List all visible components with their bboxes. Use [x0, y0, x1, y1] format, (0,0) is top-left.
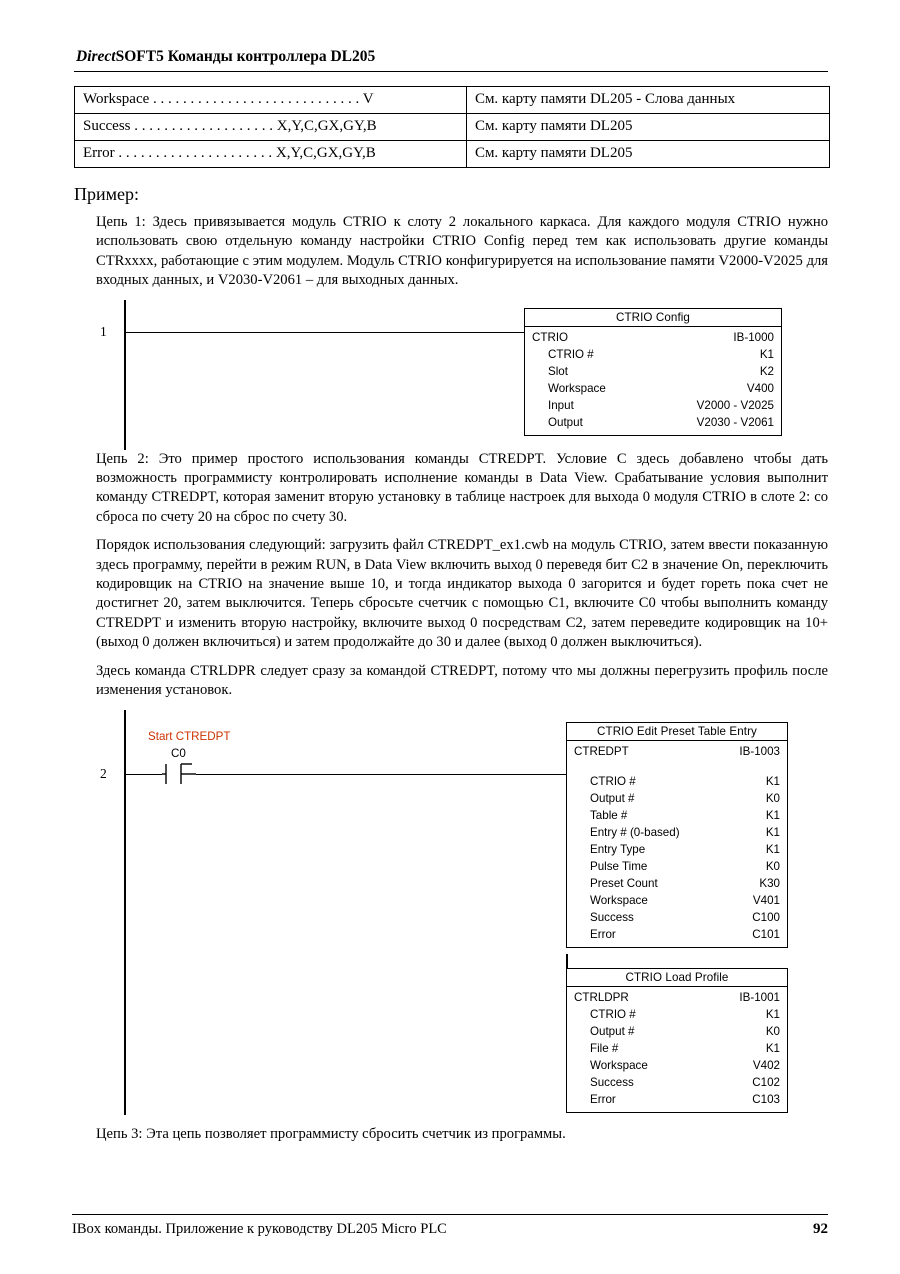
ibox-row — [574, 1091, 780, 1108]
instruction-box-ctredpt[interactable] — [566, 722, 788, 948]
ibox-row-label: Success — [590, 1075, 634, 1089]
example-paragraph-5: Цепь 3: Эта цепь позволяет программисту сбросить счетчик из программы. — [96, 1125, 566, 1142]
header-title-rest: SOFT5 Команды контроллера DL205 — [115, 48, 376, 65]
param-reference: См. карту памяти DL205 — [466, 114, 829, 141]
ibox-row — [532, 397, 774, 414]
ibox-row-label: Output # — [590, 1024, 635, 1038]
parameter-table — [74, 86, 830, 168]
rung-wire — [124, 332, 526, 333]
ibox-row — [532, 363, 774, 380]
ibox-row-value: K2 — [759, 364, 774, 378]
ibox-row — [574, 1074, 780, 1091]
ibox-row-value: K1 — [765, 808, 780, 822]
ibox-row-value: K1 — [765, 1041, 780, 1055]
ibox-row-value: V2000 - V2025 — [696, 398, 774, 412]
ibox-row-label: Entry Type — [590, 842, 646, 856]
param-name: Workspace . . . . . . . . . . . . . . . . . . . . . . . . . . . . V — [75, 87, 467, 114]
ibox-row-value: K30 — [759, 876, 780, 890]
param-name: Success . . . . . . . . . . . . . . . . . . . X,Y,C,GX,GY,B — [75, 114, 467, 141]
ibox-row-value: C102 — [752, 1075, 780, 1089]
ibox-row — [574, 790, 780, 807]
ibox-row-value: C101 — [752, 927, 780, 941]
page-footer — [72, 1214, 828, 1238]
ibox-title: CTRIO Edit Preset Table Entry — [567, 723, 787, 741]
ibox-row-value: IB-1003 — [739, 744, 780, 758]
ibox-row-value: K0 — [765, 791, 780, 805]
ibox-row-label: CTRIO # — [590, 1007, 636, 1021]
table-row — [75, 87, 830, 114]
ibox-row-value: C103 — [752, 1092, 780, 1106]
ibox-row — [574, 824, 780, 841]
ibox-row-value: K1 — [765, 842, 780, 856]
ibox-row-value: K1 — [765, 1007, 780, 1021]
example-paragraph-2: Цепь 2: Это пример простого использования команды CTREDPT. Условие С здесь добавлено чтобы дать возможность программисту контролировать исполнение команды в Data View. Срабатывание условия выполнит команду CTREDPT, которая заменит вторую установку в таблице настроек для выхода 0 модуля CTRIO в слоте 2: со сброса по счету 20 на сброс по счету 30. — [96, 450, 828, 525]
ibox-row-value: C100 — [752, 910, 780, 924]
contact-address: C0 — [171, 746, 186, 760]
param-name: Error . . . . . . . . . . . . . . . . . . . . . X,Y,C,GX,GY,B — [75, 141, 467, 168]
rung-wire-right — [196, 774, 566, 775]
ibox-row — [574, 773, 780, 790]
ibox-row — [574, 1006, 780, 1023]
footer-text: IBox команды. Приложение к руководству DL205 Micro PLC — [72, 1221, 447, 1237]
footer-divider — [72, 1214, 828, 1215]
ibox-row — [574, 989, 780, 1006]
ibox-row-label: Slot — [548, 364, 568, 378]
contact-comment: Start CTREDPT — [148, 729, 231, 743]
ibox-row-value: IB-1001 — [739, 990, 780, 1004]
ibox-row — [574, 858, 780, 875]
ibox-row — [574, 841, 780, 858]
ibox-row-value: V2030 - V2061 — [696, 415, 774, 429]
ibox-row-label: Preset Count — [590, 876, 658, 890]
ibox-row-label: Error — [590, 927, 616, 941]
param-reference: См. карту памяти DL205 - Слова данных — [466, 87, 829, 114]
ibox-row-label: CTREDPT — [574, 744, 629, 758]
ibox-body — [525, 327, 781, 435]
example-paragraph-3: Порядок использования следующий: загрузить файл CTREDPT_ex1.cwb на модуль CTRIO, затем ввести показанную здесь программу, перейти в режим RUN, в Data View включить выход 0 переведя бит С2 в значение On, переключить кодировщик на CTRIO на значение выше 10, и тогда индикатор выхода 0 загорится и будет гореть пока счет не достигнет 20, затем выключится. Теперь сбросьте счетчик с помощью С1, включите С0 чтобы выполнить команду CTREDPT и изменить вторую настройку, включите выход 0 посредствам С2, затем переведите кодировщик на 10+ (выход 0 должен включиться) и затем продолжайте до 30 и далее (выход 0 должен выключиться). — [96, 537, 828, 651]
ibox-row-label: CTRIO # — [590, 774, 636, 788]
ibox-row — [574, 1057, 780, 1074]
ibox-row — [574, 1040, 780, 1057]
ibox-row-label: Workspace — [548, 381, 606, 395]
ibox-row-label: Input — [548, 398, 574, 412]
ibox-row-value: IB-1000 — [733, 330, 774, 344]
ibox-row-value: K1 — [759, 347, 774, 361]
ibox-row — [532, 329, 774, 346]
ibox-row-label: Entry # (0-based) — [590, 825, 680, 839]
example-paragraph-4: Здесь команда CTRLDPR следует сразу за командой CTREDPT, потому что мы должны перегрузить профиль после изменения установок. — [96, 662, 828, 699]
ibox-body — [567, 741, 787, 947]
ibox-row — [574, 875, 780, 892]
ibox-row-value: V401 — [752, 893, 780, 907]
ibox-row-label: Pulse Time — [590, 859, 648, 873]
ibox-row-value: K1 — [765, 774, 780, 788]
ibox-row-value: V402 — [752, 1058, 780, 1072]
header-title-prefix: Direct — [76, 48, 116, 65]
table-row — [75, 114, 830, 141]
ibox-row-value: K0 — [765, 1024, 780, 1038]
ibox-row-label: Error — [590, 1092, 616, 1106]
power-rail — [124, 710, 126, 1115]
ibox-title: CTRIO Config — [525, 309, 781, 327]
ibox-row — [574, 807, 780, 824]
ibox-row-label: CTRLDPR — [574, 990, 629, 1004]
ibox-row — [574, 743, 780, 760]
ibox-row-label: Workspace — [590, 893, 648, 907]
ibox-row — [574, 909, 780, 926]
ladder-rung-2 — [96, 710, 828, 1115]
rung-number: 2 — [100, 765, 107, 781]
ibox-row-label: Output — [548, 415, 583, 429]
ibox-row-label: CTRIO — [532, 330, 569, 344]
ibox-row-value: K1 — [765, 825, 780, 839]
param-reference: См. карту памяти DL205 — [466, 141, 829, 168]
page-number: 92 — [813, 1221, 828, 1237]
example-heading: Пример: — [74, 184, 140, 204]
ibox-row-value: K0 — [765, 859, 780, 873]
ibox-row-label: Workspace — [590, 1058, 648, 1072]
ibox-row — [574, 926, 780, 943]
ibox-title: CTRIO Load Profile — [567, 969, 787, 987]
ibox-row — [574, 1023, 780, 1040]
normally-open-contact-icon[interactable] — [162, 762, 196, 791]
rung-number: 1 — [100, 323, 107, 339]
header-divider — [74, 71, 828, 72]
ibox-row — [532, 380, 774, 397]
table-row — [75, 141, 830, 168]
power-rail — [124, 300, 126, 450]
ibox-row-value: V400 — [746, 381, 774, 395]
ibox-row-spacer — [574, 760, 780, 773]
ibox-row-label: Table # — [590, 808, 628, 822]
example-paragraph-1: Цепь 1: Здесь привязывается модуль CTRIO к слоту 2 локального каркаса. Для каждого модуля CTRIO нужно использовать свою отдельную команду настройки CTRIO Config перед тем как использовать другие команды CTRxxxx, работающие с этим модулем. Модуль CTRIO конфигурируется на использование памяти V2000-V2025 для входных данных, и V2030-V2061 – для выходных данных. — [96, 214, 828, 289]
page-header — [72, 48, 828, 71]
ibox-row — [574, 892, 780, 909]
ibox-row-label: File # — [590, 1041, 619, 1055]
ibox-row-label: CTRIO # — [548, 347, 594, 361]
instruction-box-ctrldpr[interactable] — [566, 968, 788, 1113]
instruction-box-ctrio-config[interactable] — [524, 308, 782, 436]
ibox-row-label: Success — [590, 910, 634, 924]
ladder-rung-1 — [96, 300, 828, 450]
ibox-row — [532, 346, 774, 363]
rung-wire-left — [124, 774, 162, 775]
ibox-row-label: Output # — [590, 791, 635, 805]
ibox-row — [532, 414, 774, 431]
ibox-body — [567, 987, 787, 1112]
